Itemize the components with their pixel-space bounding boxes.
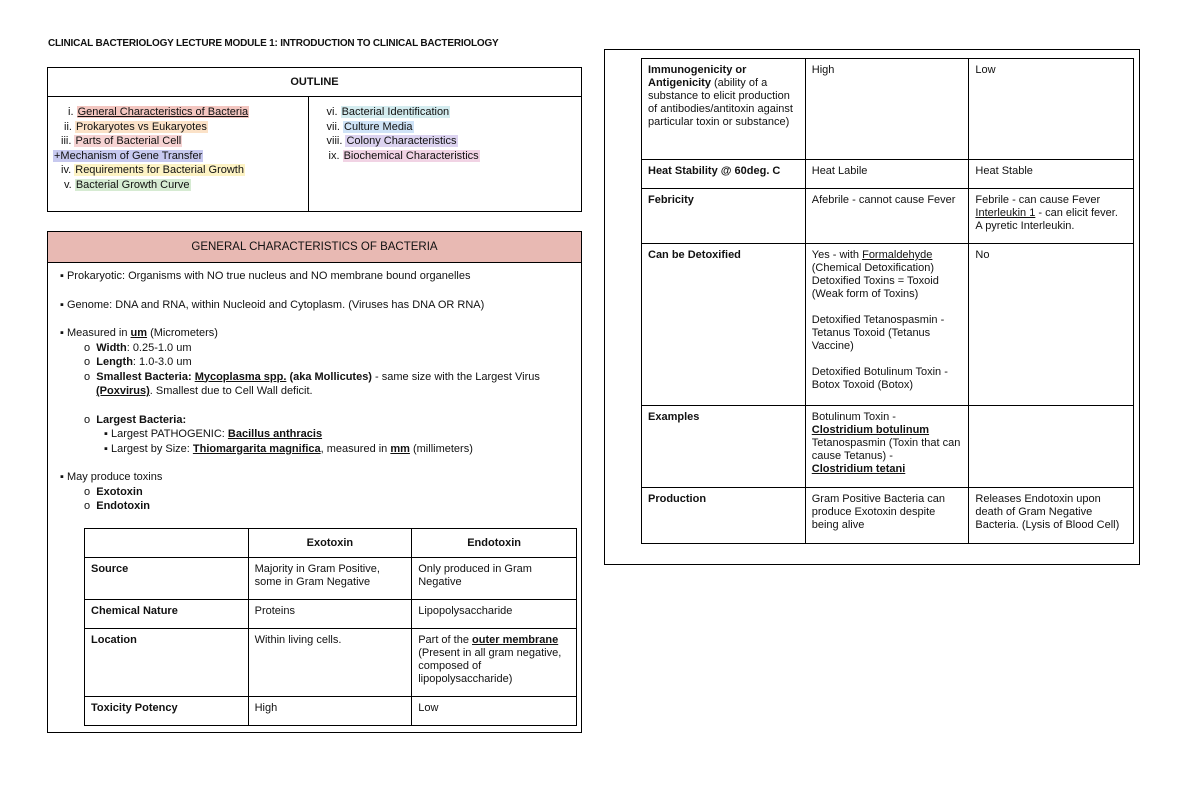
document-title: CLINICAL BACTERIOLOGY LECTURE MODULE 1: INTRODUCTION TO CLINICAL BACTERIOLOGY (48, 38, 499, 49)
table-cell: Low (969, 59, 1134, 160)
section-title: GENERAL CHARACTERISTICS OF BACTERIA (48, 232, 581, 263)
smallest-bacteria-text: o Smallest Bacteria: Mycoplasma spp. (aka Mollicutes) - same size with the Largest Virus (84, 370, 540, 383)
outline-item[interactable]: i. General Characteristics of Bacteria (68, 106, 249, 118)
row-label: Chemical Nature (85, 600, 249, 629)
toxin-comparison-table (84, 528, 577, 726)
smallest-bacteria-cont: (Poxvirus). Smallest due to Cell Wall deficit. (96, 385, 313, 397)
prokaryotic-text: ▪ Prokaryotic: Organisms with NO true nucleus and NO membrane bound organelles (60, 270, 471, 282)
table-cell: Botulinum Toxin - Clostridium botulinum Tetanospasmin (Toxin that can cause Tetanus) - Clostridium tetani (805, 406, 969, 488)
row-label: Febricity (642, 189, 806, 244)
table-header-cell: Endotoxin (412, 529, 577, 558)
toxins-text: ▪ May produce toxins (60, 471, 163, 483)
table-row (85, 629, 577, 697)
table-cell: High (805, 59, 969, 160)
measured-text: ▪ Measured in um (Micrometers) (60, 327, 218, 339)
table-row (85, 600, 577, 629)
table-row (642, 160, 1134, 189)
table-cell: Heat Labile (805, 160, 969, 189)
exotoxin-item: o Exotoxin (84, 485, 143, 498)
outline-item[interactable]: ii. Prokaryotes vs Eukaryotes (64, 120, 207, 133)
table-cell: No (969, 244, 1134, 406)
table-cell: Gram Positive Bacteria can produce Exotoxin despite being alive (805, 488, 969, 544)
row-label: Immunogenicity or Antigenicity (ability of a substance to elicit production of antibodies/antitoxin against particular toxin or substance) (642, 59, 806, 160)
table-header-cell: Exotoxin (248, 529, 412, 558)
table-cell: Lipopolysaccharide (412, 600, 577, 629)
table-cell: Febrile - can cause Fever Interleukin 1 - can elicit fever. A pyretic Interleukin. (969, 189, 1134, 244)
row-label: Examples (642, 406, 806, 488)
outline-item[interactable]: vi. Bacterial Identification (326, 106, 450, 118)
genome-text: ▪ Genome: DNA and RNA, within Nucleoid and Cytoplasm. (Viruses has DNA OR RNA) (60, 298, 485, 311)
toxin-comparison-table-continued (641, 58, 1134, 544)
width-text: o Width: 0.25-1.0 um (84, 341, 192, 354)
table-row (85, 558, 577, 600)
table-cell: Yes - with Formaldehyde (Chemical Detoxification) Detoxified Toxins = Toxoid (Weak form of Toxins) Detoxified Tetanospasmin - Tetanus Toxoid (Tetanus Vaccine) Detoxified Botulinum Toxin - Botox Toxoid (Botox) (805, 244, 969, 406)
largest-size-text: ▪ Largest by Size: Thiomargarita magnifica, measured in mm (millimeters) (104, 442, 473, 455)
largest-bacteria-text: o Largest Bacteria: (84, 413, 187, 426)
table-header-row (85, 529, 577, 558)
outline-left-column (48, 97, 309, 212)
row-label: Production (642, 488, 806, 544)
table-cell: Low (412, 697, 577, 726)
table-row (642, 488, 1134, 544)
row-label: Location (85, 629, 249, 697)
table-row (642, 244, 1134, 406)
table-header-cell (85, 529, 249, 558)
outline-item[interactable]: +Mechanism of Gene Transfer (54, 149, 203, 162)
outline-item[interactable]: ix. Biochemical Characteristics (328, 149, 479, 162)
table-row (85, 697, 577, 726)
table-row (642, 59, 1134, 160)
outline-item[interactable]: iii. Parts of Bacterial Cell (61, 135, 182, 147)
table-cell: Releases Endotoxin upon death of Gram Negative Bacteria. (Lysis of Blood Cell) (969, 488, 1134, 544)
outline-item[interactable]: vii. Culture Media (326, 120, 413, 133)
table-cell: Majority in Gram Positive, some in Gram Negative (248, 558, 412, 600)
outline-item[interactable]: viii. Colony Characteristics (326, 135, 457, 147)
table-cell: Only produced in Gram Negative (412, 558, 577, 600)
endotoxin-item: o Endotoxin (84, 500, 151, 512)
outline-right-column (309, 97, 582, 212)
table-cell: Part of the outer membrane (Present in all gram negative, composed of lipopolysaccharide) (412, 629, 577, 697)
row-label: Can be Detoxified (642, 244, 806, 406)
table-cell: High (248, 697, 412, 726)
length-text: o Length: 1.0-3.0 um (84, 356, 192, 368)
outline-title: OUTLINE (48, 68, 581, 97)
table-row (642, 189, 1134, 244)
table-cell: Afebrile - cannot cause Fever (805, 189, 969, 244)
row-label: Heat Stability @ 60deg. C (642, 160, 806, 189)
outline-item[interactable]: v. Bacterial Growth Curve (64, 178, 190, 191)
outline-box (47, 67, 582, 212)
largest-pathogenic-text: ▪ Largest PATHOGENIC: Bacillus anthracis (104, 428, 323, 440)
row-label: Toxicity Potency (85, 697, 249, 726)
row-label: Source (85, 558, 249, 600)
table-cell: Proteins (248, 600, 412, 629)
table-cell: Within living cells. (248, 629, 412, 697)
table-row (642, 406, 1134, 488)
outline-item[interactable]: iv. Requirements for Bacterial Growth (61, 164, 244, 176)
table-cell: Heat Stable (969, 160, 1134, 189)
table-cell (969, 406, 1134, 488)
